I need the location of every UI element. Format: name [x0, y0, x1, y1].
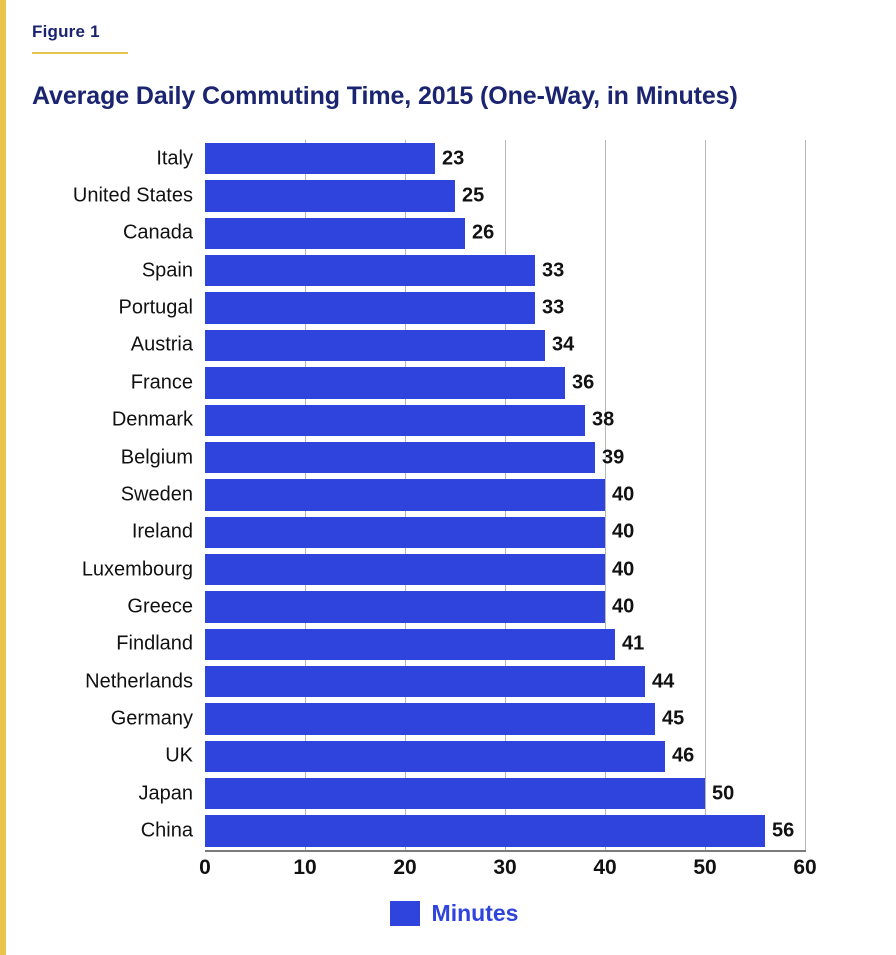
bar-track — [205, 476, 805, 513]
bar-row — [32, 327, 876, 364]
x-axis-tick: 0 — [199, 856, 211, 879]
category-label: Luxembourg — [81, 558, 193, 581]
page-title: Average Daily Commuting Time, 2015 (One-Way, in Minutes) — [32, 82, 738, 110]
bar-row — [32, 775, 876, 812]
bar-value-label: 36 — [572, 371, 595, 394]
category-label: Canada — [122, 221, 193, 244]
category-label: Findland — [116, 632, 193, 655]
figure-label: Figure 1 — [32, 22, 100, 41]
bar-track — [205, 402, 805, 439]
bar-track — [205, 738, 805, 775]
bar-value-label: 40 — [612, 483, 635, 506]
category-label: Greece — [127, 595, 193, 618]
x-axis-tick: 40 — [593, 856, 617, 879]
x-axis-tick-labels — [199, 856, 817, 890]
bar-track — [205, 626, 805, 663]
bar-row — [32, 177, 876, 214]
category-label: Sweden — [120, 483, 193, 506]
bar-value-label: 34 — [552, 333, 575, 356]
bar-track — [205, 252, 805, 289]
bar-track — [205, 775, 805, 812]
legend-swatch-minutes — [390, 901, 420, 926]
plot-area — [32, 138, 876, 879]
category-label: Italy — [156, 147, 193, 170]
category-label: Austria — [130, 333, 193, 356]
category-label: Ireland — [131, 520, 193, 543]
bar[interactable] — [205, 703, 655, 734]
bar-row — [32, 289, 876, 326]
bar[interactable] — [205, 143, 435, 174]
bar-value-label: 40 — [612, 595, 635, 618]
bar-value-label: 38 — [592, 408, 615, 431]
legend-label-minutes: Minutes — [431, 900, 519, 926]
bar-value-label: 56 — [772, 819, 795, 842]
bar[interactable] — [205, 591, 605, 622]
bar-track — [205, 140, 805, 177]
bar[interactable] — [205, 442, 595, 473]
bar-value-label: 45 — [662, 707, 685, 730]
bar-track — [205, 177, 805, 214]
bar-row — [32, 215, 876, 252]
bar-row — [32, 626, 876, 663]
bar-value-label: 41 — [622, 632, 645, 655]
bar-track — [205, 327, 805, 364]
x-axis-line — [205, 850, 806, 852]
x-axis-tick: 10 — [293, 856, 317, 879]
bar-value-label: 50 — [712, 782, 735, 805]
bar[interactable] — [205, 330, 545, 361]
category-label: Denmark — [111, 408, 193, 431]
bar-value-label: 39 — [602, 446, 625, 469]
bar-row — [32, 402, 876, 439]
category-label: United States — [72, 184, 193, 207]
bar[interactable] — [205, 629, 615, 660]
bar-track — [205, 289, 805, 326]
bar-track — [205, 812, 805, 849]
bar-track — [205, 364, 805, 401]
bar-value-label: 46 — [672, 744, 695, 767]
bar-value-label: 33 — [542, 259, 565, 282]
bar[interactable] — [205, 479, 605, 510]
category-label: China — [140, 819, 193, 842]
bar-row — [32, 476, 876, 513]
chart-legend — [32, 900, 876, 927]
bar-row — [32, 588, 876, 625]
bar[interactable] — [205, 554, 605, 585]
bar-row — [32, 140, 876, 177]
bar-track — [205, 700, 805, 737]
bar-track — [205, 215, 805, 252]
category-label: France — [130, 371, 193, 394]
bar[interactable] — [205, 218, 465, 249]
chart-container — [32, 138, 876, 928]
bar-rows — [32, 140, 876, 850]
bar[interactable] — [205, 292, 535, 323]
figure-rule-divider — [32, 52, 128, 54]
category-label: Japan — [138, 782, 193, 805]
category-label: Spain — [141, 259, 193, 282]
bar[interactable] — [205, 815, 765, 846]
bar-track — [205, 439, 805, 476]
x-axis-tick: 20 — [393, 856, 417, 879]
bar-row — [32, 812, 876, 849]
bar[interactable] — [205, 255, 535, 286]
bar-track — [205, 551, 805, 588]
bar-track — [205, 663, 805, 700]
bar-value-label: 33 — [542, 296, 565, 319]
bar[interactable] — [205, 180, 455, 211]
bar[interactable] — [205, 778, 705, 809]
x-axis-tick: 60 — [793, 856, 817, 879]
bar-row — [32, 252, 876, 289]
category-label: Netherlands — [85, 670, 193, 693]
bar-value-label: 44 — [652, 670, 675, 693]
bar[interactable] — [205, 666, 645, 697]
bar-track — [205, 514, 805, 551]
bar-value-label: 26 — [472, 221, 495, 244]
bar-row — [32, 738, 876, 775]
bar-value-label: 40 — [612, 558, 635, 581]
bar[interactable] — [205, 741, 665, 772]
category-label: UK — [165, 744, 193, 767]
bar-row — [32, 700, 876, 737]
bar-row — [32, 514, 876, 551]
bar-value-label: 23 — [442, 147, 465, 170]
bar[interactable] — [205, 517, 605, 548]
category-label: Portugal — [118, 296, 193, 319]
bar-row — [32, 551, 876, 588]
bar[interactable] — [205, 367, 565, 398]
x-axis-tick: 30 — [493, 856, 517, 879]
bar-value-label: 40 — [612, 520, 635, 543]
bar-value-label: 25 — [462, 184, 485, 207]
bar-row — [32, 439, 876, 476]
category-label: Germany — [110, 707, 193, 730]
bar-row — [32, 364, 876, 401]
bar-track — [205, 588, 805, 625]
bar-row — [32, 663, 876, 700]
x-axis-tick: 50 — [693, 856, 717, 879]
bar[interactable] — [205, 405, 585, 436]
category-label: Belgium — [120, 446, 193, 469]
